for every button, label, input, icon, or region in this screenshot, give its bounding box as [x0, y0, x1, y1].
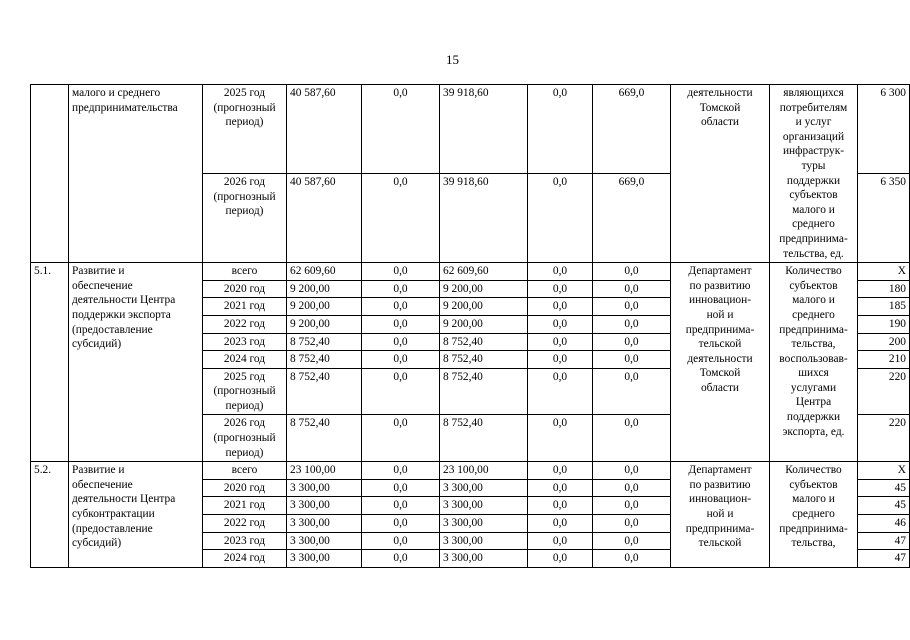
year-cell: 2022 год — [203, 515, 287, 533]
item-name: Развитие и обеспечение деятельности Центра поддержки экспорта (предоставление субсидий) — [69, 263, 203, 462]
local-cell: 0,0 — [528, 315, 593, 333]
item-number: 5.1. — [31, 263, 69, 462]
local-cell: 0,0 — [528, 280, 593, 298]
local-cell: 0,0 — [528, 479, 593, 497]
total-cell: 8 752,40 — [287, 333, 362, 351]
local-cell: 0,0 — [528, 298, 593, 316]
other-cell: 0,0 — [593, 333, 671, 351]
local-cell: 0,0 — [528, 85, 593, 174]
total-cell: 9 200,00 — [287, 298, 362, 316]
page-number: 15 — [446, 52, 459, 67]
year-cell: 2023 год — [203, 532, 287, 550]
indicator-name: являющихся потребителям и услуг организаций инфраструк- туры поддержки субъектов малого и среднего предпринима- тельства, ед. — [770, 85, 858, 263]
table-row — [31, 85, 910, 174]
federal-cell: 0,0 — [362, 174, 440, 263]
regional-cell: 23 100,00 — [440, 462, 528, 480]
total-cell: 8 752,40 — [287, 351, 362, 369]
year-cell: всего — [203, 462, 287, 480]
local-cell: 0,0 — [528, 174, 593, 263]
total-cell: 8 752,40 — [287, 368, 362, 415]
total-cell: 9 200,00 — [287, 315, 362, 333]
item-number — [31, 85, 69, 263]
indicator-value: Х — [858, 462, 910, 480]
federal-cell: 0,0 — [362, 462, 440, 480]
federal-cell: 0,0 — [362, 515, 440, 533]
year-cell: 2024 год — [203, 351, 287, 369]
federal-cell: 0,0 — [362, 333, 440, 351]
other-cell: 0,0 — [593, 280, 671, 298]
indicator-value: 45 — [858, 479, 910, 497]
federal-cell: 0,0 — [362, 85, 440, 174]
year-cell: 2021 год — [203, 298, 287, 316]
other-cell: 0,0 — [593, 263, 671, 281]
other-cell: 0,0 — [593, 298, 671, 316]
other-cell: 0,0 — [593, 532, 671, 550]
indicator-name: Количество субъектов малого и среднего предпринима- тельства, воспользовав- шихся услугами Центра поддержки экспорта, ед. — [770, 263, 858, 462]
federal-cell: 0,0 — [362, 368, 440, 415]
year-cell: 2025 год (прогнозный период) — [203, 368, 287, 415]
regional-cell: 8 752,40 — [440, 351, 528, 369]
table-row — [31, 462, 910, 480]
other-cell: 0,0 — [593, 497, 671, 515]
other-cell: 0,0 — [593, 479, 671, 497]
federal-cell: 0,0 — [362, 415, 440, 462]
year-cell: 2023 год — [203, 333, 287, 351]
local-cell: 0,0 — [528, 333, 593, 351]
total-cell: 3 300,00 — [287, 550, 362, 568]
indicator-value: 200 — [858, 333, 910, 351]
responsible-department: деятельности Томской области — [671, 85, 770, 263]
regional-cell: 3 300,00 — [440, 479, 528, 497]
federal-cell: 0,0 — [362, 532, 440, 550]
federal-cell: 0,0 — [362, 479, 440, 497]
indicator-value: 47 — [858, 532, 910, 550]
regional-cell: 9 200,00 — [440, 315, 528, 333]
indicator-value: 220 — [858, 368, 910, 415]
total-cell: 3 300,00 — [287, 479, 362, 497]
regional-cell: 39 918,60 — [440, 174, 528, 263]
total-cell: 62 609,60 — [287, 263, 362, 281]
other-cell: 669,0 — [593, 174, 671, 263]
indicator-value: 180 — [858, 280, 910, 298]
local-cell: 0,0 — [528, 550, 593, 568]
total-cell: 9 200,00 — [287, 280, 362, 298]
responsible-department: Департамент по развитию инновацион- ной и предпринима- тельской — [671, 462, 770, 568]
total-cell: 23 100,00 — [287, 462, 362, 480]
regional-cell: 9 200,00 — [440, 280, 528, 298]
other-cell: 0,0 — [593, 415, 671, 462]
table-body — [31, 85, 910, 568]
local-cell: 0,0 — [528, 515, 593, 533]
total-cell: 40 587,60 — [287, 85, 362, 174]
federal-cell: 0,0 — [362, 351, 440, 369]
year-cell: 2020 год — [203, 280, 287, 298]
regional-cell: 3 300,00 — [440, 515, 528, 533]
federal-cell: 0,0 — [362, 550, 440, 568]
local-cell: 0,0 — [528, 263, 593, 281]
year-cell: 2022 год — [203, 315, 287, 333]
regional-cell: 62 609,60 — [440, 263, 528, 281]
other-cell: 0,0 — [593, 550, 671, 568]
year-cell: 2025 год (прогнозный период) — [203, 85, 287, 174]
program-table — [30, 84, 910, 568]
indicator-value: 45 — [858, 497, 910, 515]
regional-cell: 8 752,40 — [440, 333, 528, 351]
local-cell: 0,0 — [528, 462, 593, 480]
total-cell: 3 300,00 — [287, 497, 362, 515]
indicator-value: 6 300 — [858, 85, 910, 174]
indicator-value: 190 — [858, 315, 910, 333]
responsible-department: Департамент по развитию инновацион- ной и предпринима- тельской деятельности Томской области — [671, 263, 770, 462]
total-cell: 40 587,60 — [287, 174, 362, 263]
total-cell: 3 300,00 — [287, 532, 362, 550]
table-row — [31, 263, 910, 281]
indicator-value: 47 — [858, 550, 910, 568]
local-cell: 0,0 — [528, 368, 593, 415]
federal-cell: 0,0 — [362, 263, 440, 281]
indicator-value: 220 — [858, 415, 910, 462]
year-cell: 2024 год — [203, 550, 287, 568]
year-cell: всего — [203, 263, 287, 281]
indicator-value: Х — [858, 263, 910, 281]
item-name: малого и среднего предпринимательства — [69, 85, 203, 263]
federal-cell: 0,0 — [362, 315, 440, 333]
total-cell: 8 752,40 — [287, 415, 362, 462]
year-cell: 2020 год — [203, 479, 287, 497]
other-cell: 0,0 — [593, 515, 671, 533]
local-cell: 0,0 — [528, 532, 593, 550]
federal-cell: 0,0 — [362, 497, 440, 515]
year-cell: 2026 год (прогнозный период) — [203, 415, 287, 462]
regional-cell: 8 752,40 — [440, 415, 528, 462]
federal-cell: 0,0 — [362, 298, 440, 316]
regional-cell: 3 300,00 — [440, 497, 528, 515]
other-cell: 669,0 — [593, 85, 671, 174]
indicator-name: Количество субъектов малого и среднего предпринима- тельства, — [770, 462, 858, 568]
indicator-value: 6 350 — [858, 174, 910, 263]
local-cell: 0,0 — [528, 351, 593, 369]
regional-cell: 9 200,00 — [440, 298, 528, 316]
other-cell: 0,0 — [593, 351, 671, 369]
item-name: Развитие и обеспечение деятельности Центра субконтрактации (предоставление субсидий) — [69, 462, 203, 568]
indicator-value: 210 — [858, 351, 910, 369]
other-cell: 0,0 — [593, 368, 671, 415]
total-cell: 3 300,00 — [287, 515, 362, 533]
indicator-value: 46 — [858, 515, 910, 533]
regional-cell: 39 918,60 — [440, 85, 528, 174]
year-cell: 2021 год — [203, 497, 287, 515]
local-cell: 0,0 — [528, 415, 593, 462]
regional-cell: 3 300,00 — [440, 532, 528, 550]
year-cell: 2026 год (прогнозный период) — [203, 174, 287, 263]
local-cell: 0,0 — [528, 497, 593, 515]
regional-cell: 3 300,00 — [440, 550, 528, 568]
regional-cell: 8 752,40 — [440, 368, 528, 415]
other-cell: 0,0 — [593, 462, 671, 480]
federal-cell: 0,0 — [362, 280, 440, 298]
indicator-value: 185 — [858, 298, 910, 316]
other-cell: 0,0 — [593, 315, 671, 333]
item-number: 5.2. — [31, 462, 69, 568]
